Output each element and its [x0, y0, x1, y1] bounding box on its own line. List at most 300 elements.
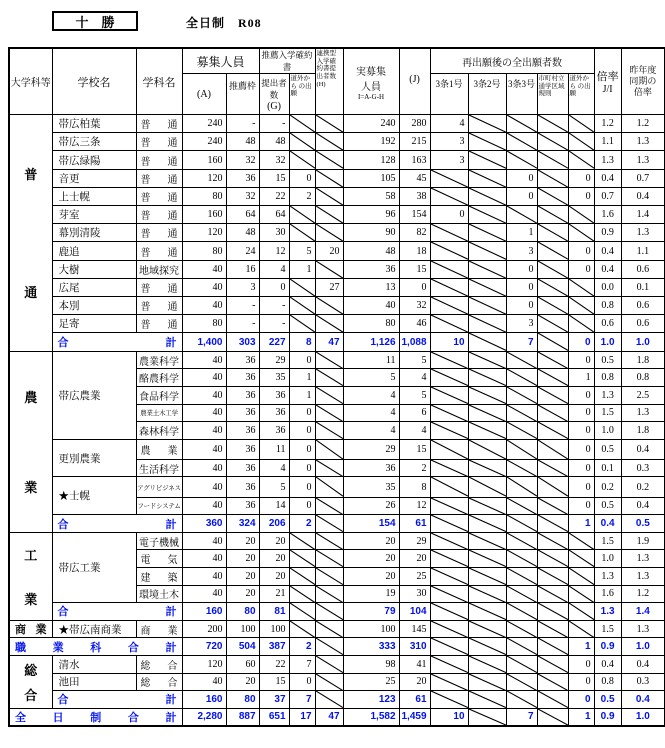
- cell-dogai-suisen: 0: [289, 477, 315, 497]
- cell-dogai-saishutsugan: [568, 550, 594, 568]
- cell-ratio-ji: 1.0: [594, 422, 621, 440]
- cell-ratio-ji: 0.9: [594, 708, 621, 726]
- col-header-shichoson-rule: 市町村立通学区域規則: [537, 74, 568, 115]
- cell-jo3-1: 4: [430, 115, 468, 133]
- diagonal-slash-icon: [538, 568, 568, 585]
- cell-h-renkei: [315, 515, 343, 533]
- cell-dogai-suisen: 2: [289, 187, 315, 205]
- col-header-g: [259, 74, 289, 115]
- subtotal-row: [9, 603, 665, 621]
- diagonal-slash-icon: [469, 387, 506, 404]
- col-header-dept-name: 学科名: [136, 48, 182, 115]
- cell-ratio-last-year: 0.5: [621, 515, 665, 533]
- cell-capacity-a: 1,400: [182, 333, 226, 351]
- cell-capacity-a: 360: [182, 515, 226, 533]
- diagonal-slash-icon: [431, 242, 468, 259]
- col-header-last-year-ratio: 昨年度同期の倍率: [621, 48, 665, 115]
- diagonal-slash-icon: [290, 621, 315, 638]
- dept-name: 普 通: [136, 115, 182, 133]
- cell-jo3-3: [506, 459, 537, 477]
- cell-dogai-saishutsugan: [568, 603, 594, 621]
- diagonal-slash-icon: [507, 422, 537, 439]
- cell-dogai-suisen: [289, 151, 315, 169]
- diagonal-slash-icon: [469, 656, 506, 673]
- cell-suisen-waku: 3: [226, 278, 259, 296]
- cell-jo3-3: [506, 422, 537, 440]
- diagonal-slash-icon: [507, 656, 537, 673]
- cell-jo3-1: [430, 369, 468, 387]
- cell-ratio-last-year: 0.7: [621, 169, 665, 187]
- diagonal-slash-icon: [316, 621, 343, 638]
- diagonal-slash-icon: [469, 515, 506, 532]
- cell-jo3-1: [430, 477, 468, 497]
- dept-name: 普 通: [136, 278, 182, 296]
- cell-ratio-last-year: 1.9: [621, 532, 665, 550]
- cell-ratio-ji: 0.4: [594, 655, 621, 673]
- cell-shichoson-rule: [537, 278, 568, 296]
- cell-capacity-a: 120: [182, 224, 226, 242]
- diagonal-slash-icon: [290, 297, 315, 314]
- cell-applicants-j: 29: [399, 532, 430, 550]
- dept-name: 普 通: [136, 187, 182, 205]
- cell-jo3-2: [468, 297, 506, 315]
- school-name: 帯広緑陽: [52, 151, 136, 169]
- cell-ratio-ji: 0.4: [594, 242, 621, 260]
- cell-jo3-1: 0: [430, 206, 468, 224]
- cell-ratio-last-year: 1.8: [621, 422, 665, 440]
- cell-ratio-ji: 1.6: [594, 206, 621, 224]
- cell-applicants-j: 4: [399, 422, 430, 440]
- school-name: 大樹: [52, 260, 136, 278]
- cell-jo3-1: [430, 585, 468, 603]
- cell-h-renkei: [315, 673, 343, 691]
- cell-ratio-last-year: 1.8: [621, 351, 665, 369]
- capacity-a-label: (A): [197, 88, 211, 100]
- cell-h-renkei: [315, 187, 343, 205]
- cell-applicants-j: 4: [399, 369, 430, 387]
- cell-capacity-a: 40: [182, 278, 226, 296]
- diagonal-slash-icon: [538, 133, 568, 150]
- diagonal-slash-icon: [316, 550, 343, 567]
- diagonal-slash-icon: [316, 691, 343, 708]
- cell-shichoson-rule: [537, 386, 568, 404]
- diagonal-slash-icon: [469, 352, 506, 369]
- cell-dogai-saishutsugan: 0: [568, 691, 594, 709]
- school-name: 上士幌: [52, 187, 136, 205]
- diagonal-slash-icon: [538, 621, 568, 638]
- cell-jo3-2: [468, 151, 506, 169]
- cell-applicants-j: 2: [399, 459, 430, 477]
- cell-shichoson-rule: [537, 532, 568, 550]
- cell-dogai-suisen: 0: [289, 459, 315, 477]
- diagonal-slash-icon: [469, 603, 506, 620]
- diagonal-slash-icon: [290, 206, 315, 223]
- diagonal-slash-icon: [431, 422, 468, 439]
- cell-suisen-waku: 32: [226, 151, 259, 169]
- school-name: 帯広工業: [52, 532, 136, 602]
- diagonal-slash-icon: [538, 586, 568, 603]
- diagonal-slash-icon: [316, 586, 343, 603]
- cell-jitsu-boshu-i: 240: [343, 115, 399, 133]
- table-row: [9, 133, 665, 151]
- diagonal-slash-icon: [538, 656, 568, 673]
- diagonal-slash-icon: [507, 369, 537, 386]
- cell-dogai-suisen: 1: [289, 386, 315, 404]
- cell-shichoson-rule: [537, 187, 568, 205]
- cell-shichoson-rule: [537, 133, 568, 151]
- diagonal-slash-icon: [469, 422, 506, 439]
- cell-dogai-suisen: 8: [289, 333, 315, 351]
- cell-jo3-3: 3: [506, 242, 537, 260]
- cell-capacity-a: 40: [182, 404, 226, 422]
- cell-jo3-2: [468, 515, 506, 533]
- diagonal-slash-icon: [431, 638, 468, 655]
- cell-suisen-waku: 36: [226, 369, 259, 387]
- col-header-suisen-waku: 推薦枠: [226, 74, 259, 115]
- cell-shichoson-rule: [537, 404, 568, 422]
- cell-jo3-1: [430, 386, 468, 404]
- cell-jo3-3: [506, 439, 537, 459]
- cell-jo3-2: [468, 532, 506, 550]
- cell-g-submitted: 227: [259, 333, 289, 351]
- bairitsu-label: 倍率: [596, 71, 619, 83]
- diagonal-slash-icon: [538, 709, 568, 725]
- cell-capacity-a: 80: [182, 315, 226, 333]
- diagonal-slash-icon: [507, 498, 537, 515]
- cell-jitsu-boshu-i: 100: [343, 620, 399, 638]
- cell-applicants-j: 30: [399, 585, 430, 603]
- cell-ratio-last-year: 2.5: [621, 386, 665, 404]
- cell-capacity-a: 240: [182, 115, 226, 133]
- diagonal-slash-icon: [431, 603, 468, 620]
- diagonal-slash-icon: [290, 224, 315, 241]
- cell-h-renkei: [315, 603, 343, 621]
- dept-name: 総 合: [136, 655, 182, 673]
- diagonal-slash-icon: [538, 691, 568, 708]
- dept-name: アグリビジネス: [136, 477, 182, 497]
- diagonal-slash-icon: [290, 586, 315, 603]
- cell-h-renkei: [315, 585, 343, 603]
- cell-dogai-saishutsugan: [568, 151, 594, 169]
- cell-jo3-1: [430, 620, 468, 638]
- cell-ratio-last-year: 0.3: [621, 673, 665, 691]
- cell-suisen-waku: 36: [226, 404, 259, 422]
- diagonal-slash-icon: [431, 440, 468, 459]
- grand-row: [9, 638, 665, 656]
- diagonal-slash-icon: [431, 621, 468, 638]
- diagonal-slash-icon: [431, 568, 468, 585]
- table-row: [9, 242, 665, 260]
- table-row: [9, 477, 665, 497]
- cell-ratio-last-year: 0.6: [621, 315, 665, 333]
- cell-jo3-1: [430, 260, 468, 278]
- cell-jo3-2: [468, 315, 506, 333]
- cell-jo3-3: 1: [506, 224, 537, 242]
- cell-suisen-waku: 36: [226, 169, 259, 187]
- cell-jo3-1: [430, 497, 468, 515]
- cell-dogai-saishutsugan: 0: [568, 497, 594, 515]
- cell-dogai-saishutsugan: 0: [568, 655, 594, 673]
- diagonal-slash-icon: [316, 206, 343, 223]
- diagonal-slash-icon: [569, 533, 594, 550]
- cell-capacity-a: 40: [182, 422, 226, 440]
- cell-ratio-ji: 0.0: [594, 278, 621, 296]
- school-name: 更別農業: [52, 439, 136, 477]
- section-label-futsu: 普 通: [9, 115, 52, 352]
- cell-shichoson-rule: [537, 477, 568, 497]
- cell-h-renkei: 47: [315, 708, 343, 726]
- cell-g-submitted: 4: [259, 459, 289, 477]
- cell-capacity-a: 120: [182, 169, 226, 187]
- col-group-resubmit: 再出願後の全出願者数: [430, 48, 594, 74]
- cell-jo3-2: [468, 260, 506, 278]
- cell-ratio-last-year: 0.3: [621, 459, 665, 477]
- cell-g-submitted: 21: [259, 585, 289, 603]
- cell-jitsu-boshu-i: 333: [343, 638, 399, 656]
- diagonal-slash-icon: [431, 460, 468, 477]
- cell-ratio-ji: 1.0: [594, 333, 621, 351]
- cell-dogai-suisen: 0: [289, 497, 315, 515]
- cell-jo3-1: [430, 351, 468, 369]
- diagonal-slash-icon: [507, 133, 537, 150]
- cell-dogai-saishutsugan: [568, 532, 594, 550]
- cell-dogai-saishutsugan: 0: [568, 169, 594, 187]
- cell-suisen-waku: 36: [226, 459, 259, 477]
- cell-capacity-a: 80: [182, 187, 226, 205]
- cell-suisen-waku: 20: [226, 673, 259, 691]
- diagonal-slash-icon: [290, 279, 315, 296]
- diagonal-slash-icon: [469, 709, 506, 725]
- dept-name: 建 築: [136, 567, 182, 585]
- cell-suisen-waku: 48: [226, 224, 259, 242]
- cell-shichoson-rule: [537, 497, 568, 515]
- school-name: 鹿追: [52, 242, 136, 260]
- diagonal-slash-icon: [507, 674, 537, 691]
- cell-suisen-waku: 48: [226, 133, 259, 151]
- cell-suisen-waku: 303: [226, 333, 259, 351]
- diagonal-slash-icon: [469, 550, 506, 567]
- cell-suisen-waku: 324: [226, 515, 259, 533]
- diagonal-slash-icon: [469, 369, 506, 386]
- cell-g-submitted: 20: [259, 550, 289, 568]
- cell-dogai-saishutsugan: [568, 315, 594, 333]
- section-label-nogyo: 農 業: [9, 351, 52, 532]
- cell-shichoson-rule: [537, 550, 568, 568]
- cell-jo3-2: [468, 422, 506, 440]
- col-header-dogai-suisen: 道外から の出願: [289, 74, 315, 115]
- cell-applicants-j: 18: [399, 242, 430, 260]
- cell-suisen-waku: 20: [226, 532, 259, 550]
- diagonal-slash-icon: [469, 498, 506, 515]
- diagonal-slash-icon: [569, 206, 594, 223]
- cell-capacity-a: 40: [182, 369, 226, 387]
- cell-dogai-suisen: [289, 550, 315, 568]
- cell-h-renkei: [315, 260, 343, 278]
- diagonal-slash-icon: [507, 151, 537, 168]
- diagonal-slash-icon: [507, 621, 537, 638]
- diagonal-slash-icon: [431, 674, 468, 691]
- diagonal-slash-icon: [569, 550, 594, 567]
- dept-name: 普 通: [136, 206, 182, 224]
- col-header-dogai-saishutsugan: 道外から の出願: [568, 74, 594, 115]
- cell-h-renkei: [315, 532, 343, 550]
- diagonal-slash-icon: [469, 188, 506, 205]
- cell-g-submitted: 14: [259, 497, 289, 515]
- cell-jo3-3: [506, 532, 537, 550]
- cell-jo3-3: [506, 638, 537, 656]
- diagonal-slash-icon: [431, 586, 468, 603]
- cell-jo3-1: [430, 242, 468, 260]
- cell-applicants-j: 163: [399, 151, 430, 169]
- dept-name: 普 通: [136, 224, 182, 242]
- dept-name: 総 合: [136, 673, 182, 691]
- diagonal-slash-icon: [431, 261, 468, 278]
- cell-g-submitted: 30: [259, 224, 289, 242]
- diagonal-slash-icon: [469, 151, 506, 168]
- cell-shichoson-rule: [537, 708, 568, 726]
- cell-g-submitted: 36: [259, 386, 289, 404]
- cell-h-renkei: [315, 550, 343, 568]
- cell-ratio-last-year: 1.0: [621, 333, 665, 351]
- cell-jo3-1: [430, 169, 468, 187]
- diagonal-slash-icon: [469, 279, 506, 296]
- cell-capacity-a: 80: [182, 242, 226, 260]
- cell-dogai-suisen: 2: [289, 638, 315, 656]
- cell-suisen-waku: 32: [226, 187, 259, 205]
- diagonal-slash-icon: [469, 533, 506, 550]
- cell-capacity-a: 40: [182, 477, 226, 497]
- diagonal-slash-icon: [290, 533, 315, 550]
- cell-jitsu-boshu-i: 105: [343, 169, 399, 187]
- cell-dogai-suisen: [289, 603, 315, 621]
- cell-jitsu-boshu-i: 20: [343, 550, 399, 568]
- cell-g-submitted: 12: [259, 242, 289, 260]
- dept-name: 森林科学: [136, 422, 182, 440]
- cell-dogai-suisen: 0: [289, 404, 315, 422]
- cell-jitsu-boshu-i: 20: [343, 532, 399, 550]
- diagonal-slash-icon: [538, 224, 568, 241]
- cell-jo3-2: [468, 224, 506, 242]
- cell-jitsu-boshu-i: 98: [343, 655, 399, 673]
- cell-ratio-last-year: 1.3: [621, 224, 665, 242]
- cell-suisen-waku: 36: [226, 497, 259, 515]
- cell-jo3-1: [430, 673, 468, 691]
- diagonal-slash-icon: [431, 477, 468, 496]
- cell-applicants-j: 15: [399, 260, 430, 278]
- diagonal-slash-icon: [469, 133, 506, 150]
- cell-ratio-ji: 0.8: [594, 673, 621, 691]
- cell-dogai-suisen: [289, 585, 315, 603]
- cell-capacity-a: 160: [182, 206, 226, 224]
- cell-jitsu-boshu-i: 80: [343, 315, 399, 333]
- table-row: [9, 260, 665, 278]
- diagonal-slash-icon: [538, 115, 568, 132]
- diagonal-slash-icon: [569, 621, 594, 638]
- school-name: 音更: [52, 169, 136, 187]
- col-header-jitsu-boshu: [343, 48, 399, 115]
- diagonal-slash-icon: [569, 568, 594, 585]
- cell-suisen-waku: 64: [226, 206, 259, 224]
- cell-h-renkei: [315, 115, 343, 133]
- cell-shichoson-rule: [537, 224, 568, 242]
- cell-jo3-2: [468, 603, 506, 621]
- diagonal-slash-icon: [316, 568, 343, 585]
- cell-suisen-waku: 36: [226, 351, 259, 369]
- cell-g-submitted: 206: [259, 515, 289, 533]
- cell-ratio-last-year: 0.4: [621, 497, 665, 515]
- cell-ratio-last-year: 1.3: [621, 620, 665, 638]
- dept-name: フードシステム: [136, 497, 182, 515]
- cell-jo3-3: 3: [506, 315, 537, 333]
- table-row: [9, 206, 665, 224]
- cell-dogai-saishutsugan: 0: [568, 333, 594, 351]
- admissions-table: [8, 47, 665, 727]
- cell-ratio-last-year: 0.4: [621, 187, 665, 205]
- cell-ratio-ji: 1.3: [594, 151, 621, 169]
- diagonal-slash-icon: [569, 133, 594, 150]
- cell-jo3-2: [468, 477, 506, 497]
- cell-dogai-saishutsugan: 1: [568, 638, 594, 656]
- col-header-j: [399, 48, 430, 115]
- cell-jo3-2: [468, 386, 506, 404]
- cell-jo3-3: [506, 386, 537, 404]
- col-header-capacity-a: [182, 74, 226, 115]
- cell-ratio-last-year: 0.4: [621, 691, 665, 709]
- diagonal-slash-icon: [316, 170, 343, 187]
- cell-dogai-saishutsugan: [568, 297, 594, 315]
- diagonal-slash-icon: [538, 206, 568, 223]
- cell-jo3-3: [506, 351, 537, 369]
- diagonal-slash-icon: [316, 498, 343, 515]
- subtotal-row: [9, 515, 665, 533]
- cell-suisen-waku: 36: [226, 439, 259, 459]
- cell-g-submitted: 22: [259, 187, 289, 205]
- cell-dogai-saishutsugan: [568, 585, 594, 603]
- cell-ratio-ji: 1.5: [594, 404, 621, 422]
- cell-h-renkei: [315, 133, 343, 151]
- table-row: [9, 439, 665, 459]
- g-submitters-label: 提出者数: [261, 77, 287, 100]
- diagonal-slash-icon: [569, 115, 594, 132]
- school-name: 清水: [52, 655, 136, 673]
- cell-jo3-2: [468, 691, 506, 709]
- cell-jitsu-boshu-i: 58: [343, 187, 399, 205]
- cell-jo3-3: [506, 151, 537, 169]
- cell-jo3-2: [468, 567, 506, 585]
- cell-suisen-waku: 20: [226, 550, 259, 568]
- cell-shichoson-rule: [537, 115, 568, 133]
- cell-capacity-a: 40: [182, 550, 226, 568]
- cell-jo3-1: [430, 315, 468, 333]
- diagonal-slash-icon: [538, 405, 568, 422]
- cell-dogai-suisen: 0: [289, 673, 315, 691]
- cell-dogai-saishutsugan: 0: [568, 351, 594, 369]
- cell-dogai-suisen: 1: [289, 260, 315, 278]
- diagonal-slash-icon: [507, 638, 537, 655]
- cell-suisen-waku: 60: [226, 655, 259, 673]
- cell-jo3-1: [430, 422, 468, 440]
- diagonal-slash-icon: [538, 297, 568, 314]
- cell-ratio-last-year: 0.2: [621, 477, 665, 497]
- table-row: [9, 351, 665, 369]
- diagonal-slash-icon: [538, 279, 568, 296]
- cell-jo3-3: 0: [506, 169, 537, 187]
- diagonal-slash-icon: [431, 405, 468, 422]
- grand-row: [9, 708, 665, 726]
- cell-shichoson-rule: [537, 567, 568, 585]
- cell-jo3-3: [506, 567, 537, 585]
- table-row: [9, 151, 665, 169]
